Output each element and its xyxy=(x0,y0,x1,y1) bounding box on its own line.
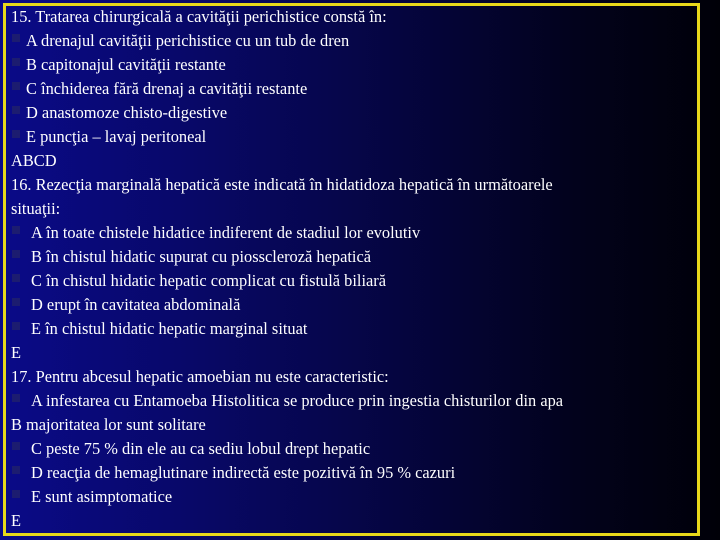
bullet-marker xyxy=(12,250,20,258)
q17-question: 17. Pentru abcesul hepatic amoebian nu este caracteristic: xyxy=(11,367,389,386)
q15-option-a: A drenajul cavităţii perichistice cu un tub de dren xyxy=(26,31,350,50)
bullet-marker xyxy=(12,466,20,474)
q17-option-e: E sunt asimptomatice xyxy=(31,487,173,506)
bullet-marker xyxy=(12,274,20,282)
q15-answer: ABCD xyxy=(11,151,57,170)
q17-answer: E xyxy=(11,511,22,530)
bullet-marker xyxy=(12,226,20,234)
bullet-marker xyxy=(12,298,20,306)
q16-option-c: C în chistul hidatic hepatic complicat cu fistulă biliară xyxy=(31,271,387,290)
bullet-marker xyxy=(12,442,20,450)
q15-option-c: C închiderea fără drenaj a cavităţii restante xyxy=(26,79,308,98)
q16-option-e: E în chistul hidatic hepatic marginal situat xyxy=(31,319,308,338)
bullet-marker xyxy=(12,106,20,114)
q16-question-line1: 16. Rezecţia marginală hepatică este indicată în hidatidoza hepatică în următoarele xyxy=(11,175,553,194)
q15-question: 15. Tratarea chirurgicală a cavităţii perichistice constă în: xyxy=(11,7,387,26)
bullet-marker xyxy=(12,130,20,138)
bullet-marker xyxy=(12,82,20,90)
q17-option-d: D reacţia de hemaglutinare indirectă este pozitivă în 95 % cazuri xyxy=(31,463,456,482)
q16-option-a: A în toate chistele hidatice indiferent de stadiul lor evolutiv xyxy=(31,223,421,242)
bullet-marker xyxy=(12,322,20,330)
q17-option-b: B majoritatea lor sunt solitare xyxy=(11,415,206,434)
q16-option-b: B în chistul hidatic supurat cu piosscleroză hepatică xyxy=(31,247,372,266)
bullet-marker xyxy=(12,34,20,42)
q15-option-d: D anastomoze chisto-digestive xyxy=(26,103,228,122)
q15-option-e: E puncţia – lavaj peritoneal xyxy=(26,127,207,146)
q17-option-a: A infestarea cu Entamoeba Histolitica se produce prin ingestia chisturilor din apa xyxy=(31,391,564,410)
q16-answer: E xyxy=(11,343,22,362)
q16-question-line2: situaţii: xyxy=(11,199,61,218)
bullet-marker xyxy=(12,490,20,498)
bullet-marker xyxy=(12,58,20,66)
q15-option-b: B capitonajul cavităţii restante xyxy=(26,55,226,74)
q16-option-d: D erupt în cavitatea abdominală xyxy=(31,295,241,314)
q17-option-c: C peste 75 % din ele au ca sediu lobul drept hepatic xyxy=(31,439,371,458)
bullet-marker xyxy=(12,394,20,402)
